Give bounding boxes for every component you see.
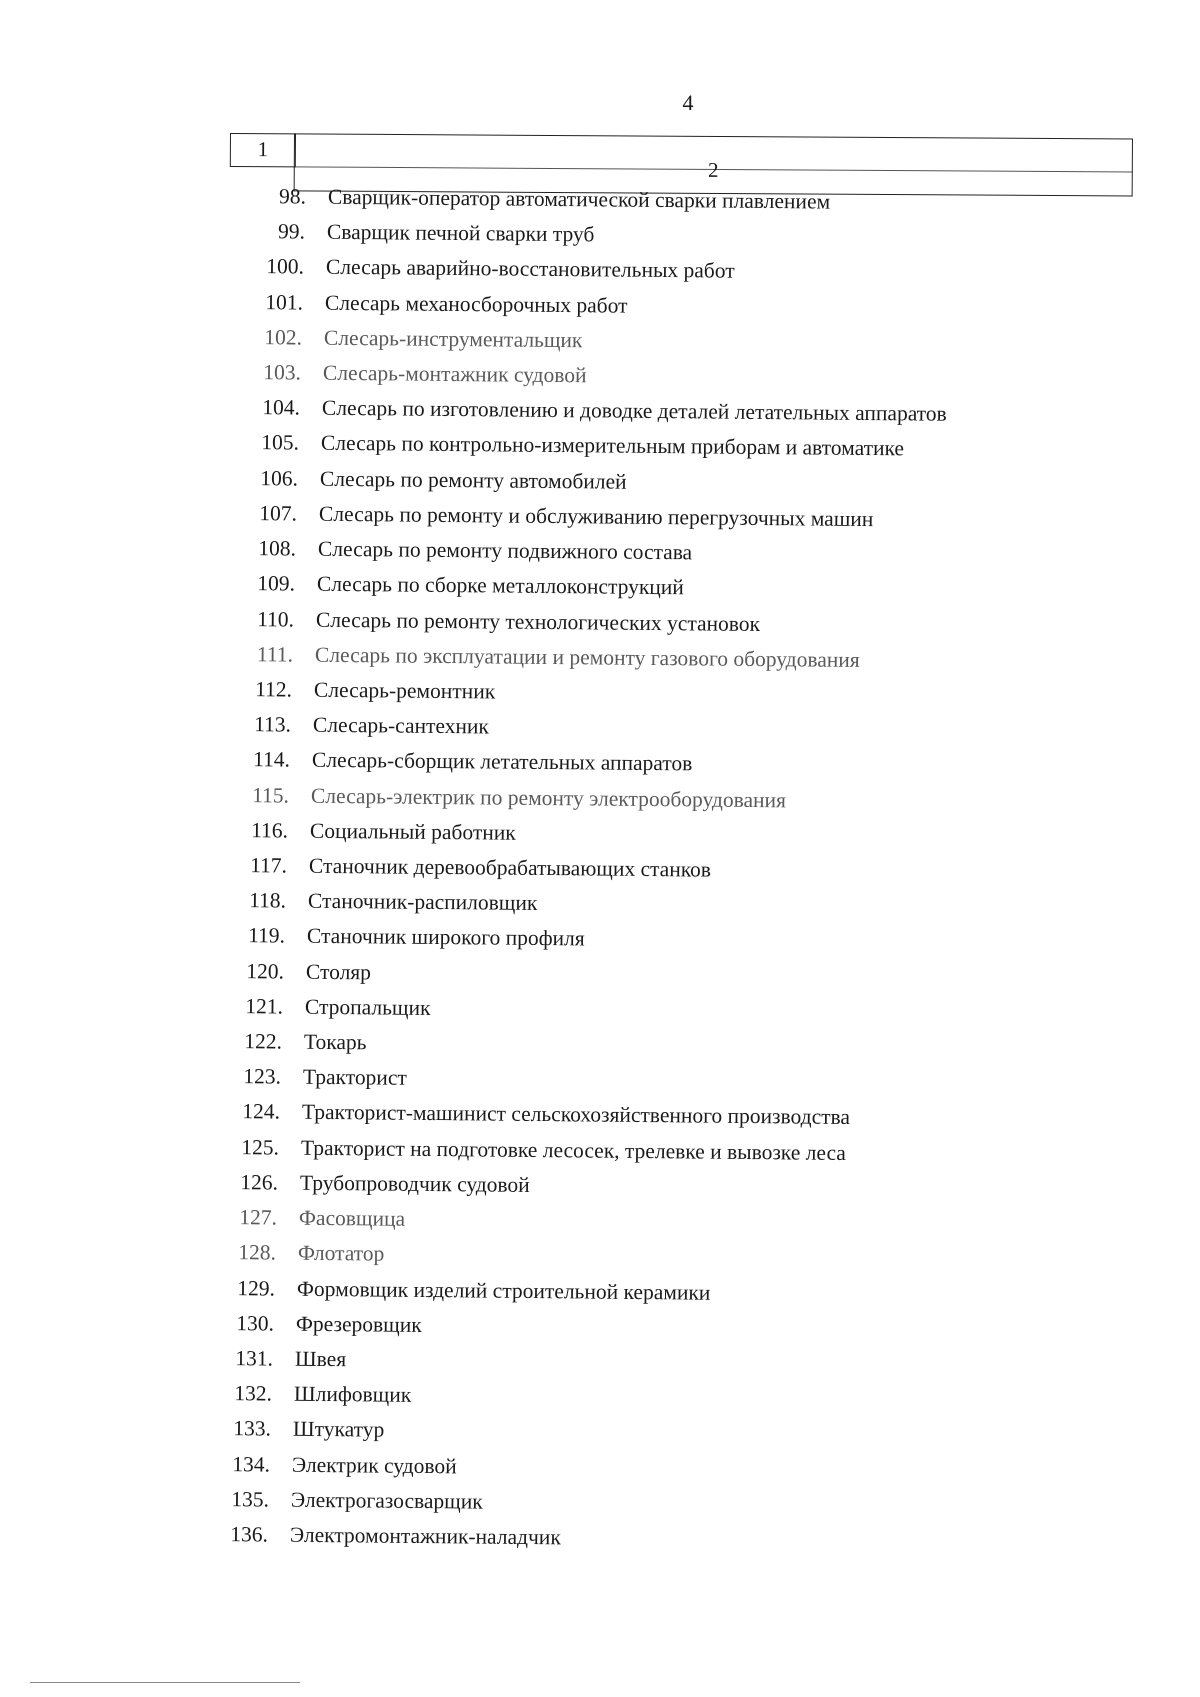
list-item-number: 122. (244, 1029, 283, 1054)
list-item-text: Формовщик изделий строительной керамики (296, 1276, 711, 1305)
list-item (224, 1099, 850, 1130)
list-item (237, 642, 860, 673)
list-item-text: Фасовщица (298, 1205, 406, 1231)
list-item (221, 1205, 405, 1232)
list-item-text: Социальный работник (309, 818, 516, 845)
list-item-text: Штукатур (292, 1417, 385, 1442)
list-item-number: 105. (261, 430, 300, 456)
list-item-number: 101. (265, 289, 304, 315)
list-item (218, 1311, 422, 1338)
list-item-number: 121. (245, 994, 284, 1019)
list-item (242, 466, 627, 495)
list-item-number: 114. (253, 747, 291, 772)
list-item-number: 127. (239, 1205, 278, 1230)
list-item-number: 113. (254, 712, 292, 737)
list-item-text: Швея (294, 1346, 347, 1372)
list-item-number: 102. (264, 325, 303, 350)
header-cell-col2-label: 2 (707, 157, 719, 182)
list-item-number: 129. (237, 1275, 276, 1301)
list-item (225, 1064, 407, 1091)
list-item-text: Слесарь механосборочных работ (324, 290, 628, 318)
list-item-number: 116. (251, 817, 289, 843)
list-item-text: Станочник-распиловщик (307, 888, 538, 916)
list-item (238, 607, 760, 637)
list-item-number: 107. (259, 501, 298, 526)
list-item (246, 325, 583, 353)
list-item (227, 994, 431, 1021)
list-item (229, 923, 585, 951)
list-item (222, 1170, 530, 1198)
list-item-number: 109. (257, 571, 296, 596)
list-item (232, 818, 516, 846)
list-item-number: 111. (256, 641, 294, 667)
list-item-text: Слесарь по изготовлению и доводке деталей летательных аппаратов (321, 395, 947, 426)
list-item (220, 1240, 385, 1267)
list-item-number: 123. (243, 1064, 282, 1089)
list-item (233, 783, 786, 813)
list-item (243, 430, 904, 461)
list-item-text: Электрогазосварщик (290, 1487, 483, 1514)
page-number: 4 (682, 90, 694, 115)
list-item (247, 290, 628, 319)
list-item-text: Слесарь-электрик по ремонту электрооборудования (310, 783, 787, 812)
list-item-number: 103. (263, 360, 302, 385)
list-item (226, 1029, 367, 1055)
list-item (228, 959, 371, 985)
list-item-number: 98. (279, 184, 307, 209)
list-item (240, 536, 692, 565)
list-item-text: Шлифовщик (293, 1381, 412, 1408)
list-item-text: Флотатор (297, 1241, 385, 1266)
list-item-text: Тракторист на подготовке лесосек, трелевке и вывозке леса (300, 1135, 846, 1165)
bottom-rule (30, 1682, 300, 1683)
list-item-number: 134. (232, 1451, 271, 1477)
header-cell-col1: 1 (230, 133, 296, 167)
list-item-text: Электромонтажник-наладчик (289, 1522, 561, 1550)
list-item-number: 120. (246, 958, 285, 984)
list-item (239, 571, 684, 600)
list-item (234, 747, 693, 776)
list-item-number: 125. (241, 1134, 280, 1160)
list-item-number: 115. (252, 782, 290, 808)
list-item-number: 112. (255, 677, 293, 702)
list-item (236, 677, 495, 704)
list-item (230, 888, 538, 916)
list-item (213, 1487, 483, 1515)
list-item-text: Слесарь по ремонту подвижного состава (317, 536, 693, 565)
list-item-number: 104. (262, 395, 301, 420)
list-item-number: 119. (248, 923, 286, 948)
list-item-text: Станочник деревообрабатывающих станков (308, 853, 712, 882)
list-item (212, 1522, 561, 1550)
list-item (231, 853, 711, 883)
list-item-number: 130. (236, 1310, 275, 1336)
list-item-text: Слесарь-инструментальщик (323, 325, 583, 353)
list-item-text: Слесарь по ремонту технологических установок (315, 607, 761, 636)
list-item-text: Слесарь-монтажник судовой (322, 360, 587, 388)
list-item-number: 117. (250, 853, 288, 878)
list-item (241, 501, 874, 532)
list-item-number: 136. (230, 1522, 269, 1547)
list-item-number: 131. (235, 1346, 274, 1371)
list-item (215, 1416, 385, 1443)
list-item-number: 133. (233, 1416, 272, 1441)
list-item (217, 1346, 346, 1372)
list-item (216, 1381, 411, 1408)
list-item-text: Сварщик-оператор автоматической сварки плавлением (327, 184, 831, 214)
list-item-text: Тракторист (302, 1064, 407, 1090)
list-item-text: Слесарь по сборке металлоконструкций (316, 572, 684, 600)
list-item (219, 1276, 711, 1306)
list-item-text: Слесарь по ремонту автомобилей (319, 466, 627, 494)
list-item (245, 360, 587, 388)
list-item-number: 135. (231, 1486, 270, 1512)
list-item-text: Станочник широкого профиля (306, 924, 585, 951)
list-item-text: Слесарь по эксплуатации и ремонту газового оборудования (314, 642, 860, 672)
list-item-number: 99. (278, 219, 306, 244)
list-item-text: Трубопроводчик судовой (299, 1170, 530, 1197)
list-item (235, 712, 489, 739)
list-item-text: Сварщик печной сварки труб (326, 219, 595, 247)
list-item-text: Слесарь-сантехник (312, 712, 490, 739)
list-item-number: 128. (238, 1240, 277, 1265)
list-item-text: Электрик судовой (291, 1452, 457, 1478)
list-item-number: 118. (249, 888, 287, 913)
list-item-number: 100. (266, 254, 305, 279)
list-item-number: 106. (260, 465, 299, 491)
list-item (244, 395, 947, 427)
list-item-text: Слесарь аварийно-восстановительных работ (325, 255, 735, 284)
list-item-text: Тракторист-машинист сельскохозяйственного производства (301, 1100, 851, 1130)
list-item (248, 254, 735, 284)
list-item-text: Слесарь по ремонту и обслуживанию перегрузочных машин (318, 501, 874, 531)
list-item-number: 110. (257, 606, 295, 632)
list-item (223, 1135, 846, 1166)
list-item-text: Слесарь-ремонтник (313, 677, 496, 704)
list-item-text: Стропальщик (304, 994, 431, 1020)
list-item-text: Слесарь по контрольно-измерительным приборам и автоматике (320, 431, 905, 461)
list-item-number: 126. (240, 1170, 279, 1195)
list-item (249, 219, 595, 247)
list-item-number: 108. (258, 536, 297, 561)
list-item-number: 132. (234, 1381, 273, 1406)
list-item (250, 184, 830, 215)
list-item-text: Фрезеровщик (295, 1311, 422, 1337)
list-item (214, 1452, 457, 1479)
list-item-number: 124. (242, 1099, 281, 1125)
list-item-text: Слесарь-сборщик летательных аппаратов (311, 748, 693, 776)
list-item-text: Токарь (303, 1029, 367, 1055)
list-item-text: Столяр (305, 959, 372, 984)
